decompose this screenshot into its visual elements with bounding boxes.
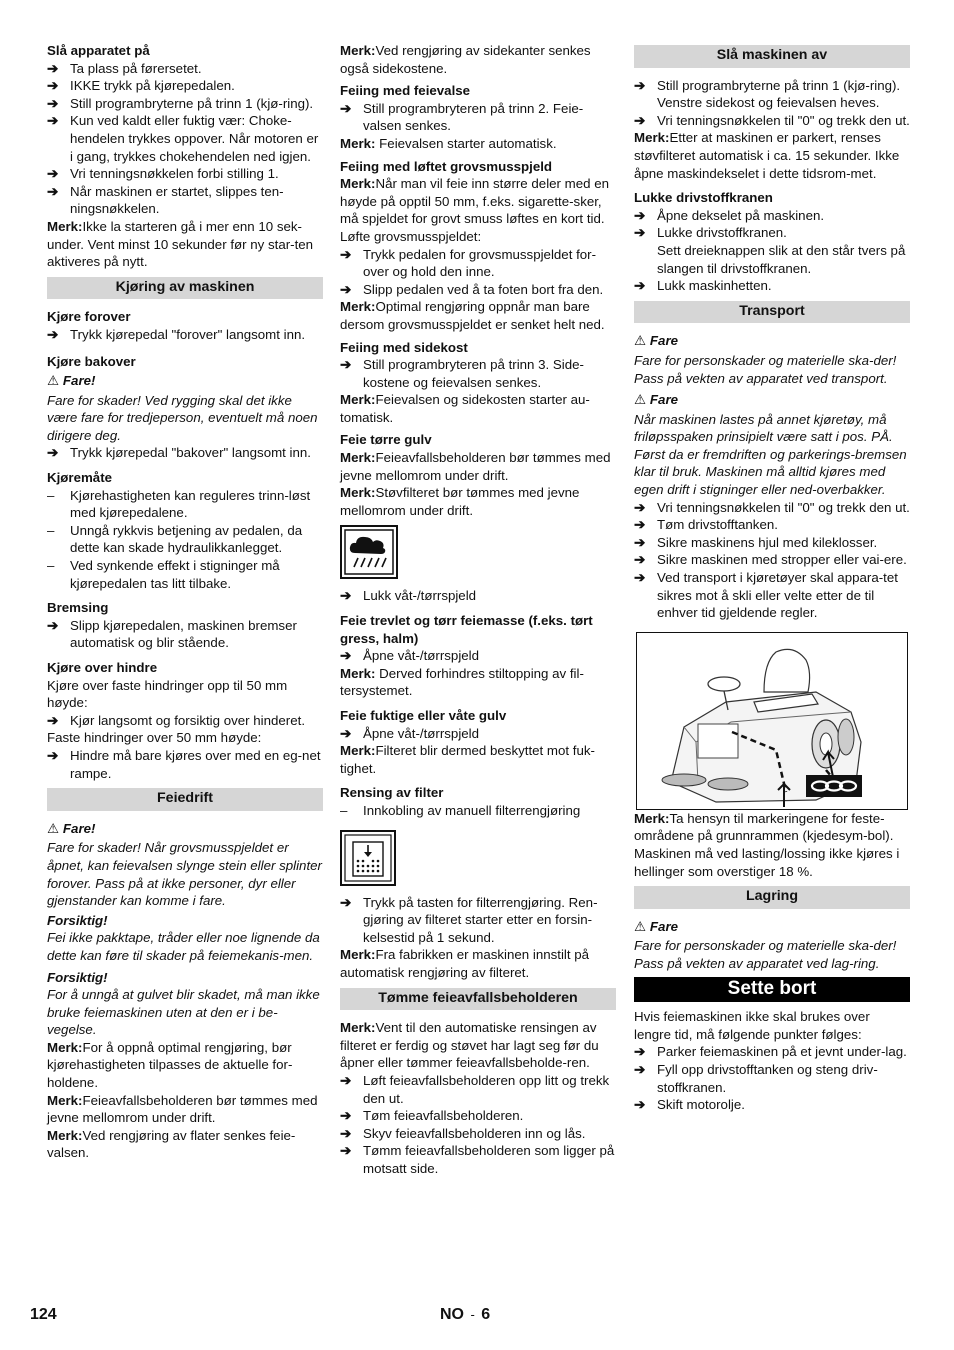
arrow-right-icon: ➔ (47, 166, 59, 182)
arrow-right-icon: ➔ (340, 100, 352, 116)
heading-reverse: Kjøre bakover (47, 353, 136, 369)
note: Merk:Når man vil feie inn større deler med en høyde på opptil 50 mm, f.eks. sigarette-sker, må spjeldet for grovt smuss løftes en kort tid. (340, 176, 610, 227)
step: ➔ Når maskinen er startet, slippes ten-ningsnøkkelen. (47, 183, 284, 217)
step: ➔ Kun ved kaldt eller fuktig vær: Choke-hendelen trykkes oppover. Når motoren er i gang, trykkes chokehendelen ned igjen. (47, 113, 319, 164)
arrow-right-icon: ➔ (47, 113, 59, 129)
arrow-right-icon: ➔ (340, 1143, 352, 1159)
section-header-driving: Kjøring av maskinen (47, 277, 323, 300)
step: ➔ Slipp kjørepedalen, maskinen bremser automatisk og blir stående. (47, 617, 297, 651)
caution-text: For å unngå at gulvet blir skadet, må man ikke bruke feiemaskinen uten at den er i be-vegelse. (47, 987, 320, 1038)
step: ➔ Still programbryterne på trinn 1 (kjø-ring). Venstre sidekost og feievalsen heves. (634, 77, 901, 111)
warning-icon: ⚠ (634, 392, 646, 408)
heading-switch-on: Slå apparatet på (47, 43, 150, 58)
arrow-right-icon: ➔ (634, 552, 646, 568)
arrow-right-icon: ➔ (340, 588, 352, 604)
wet-dry-flap-icon (340, 525, 398, 579)
warning-text: Fare for personskader og materielle ska-der! Pass på vekten av apparatet ved transport. (634, 352, 897, 386)
warning-text: Fare for personskader og materielle ska-der! Pass på vekten av apparatet ved lag-ring. (634, 938, 897, 971)
note: Merk:Ved rengjøring av sidekanter senkes også sidekostene. (340, 43, 591, 76)
warning-icon: ⚠ (634, 918, 646, 934)
arrow-right-icon: ➔ (634, 534, 646, 550)
warning: ⚠ Fare (634, 392, 679, 408)
step: ➔ Still programbryteren på trinn 2. Feie-valsen senkes. (340, 100, 584, 134)
step: ➔ Ta plass på førersetet. (47, 60, 202, 76)
step: ➔ Trykk kjørepedal "bakover" langsomt inn. (47, 445, 311, 461)
arrow-right-icon: ➔ (47, 747, 59, 763)
paragraph: Hvis feiemaskinen ikke skal brukes over lengre tid, må følgende punkter følges: (634, 1009, 870, 1042)
step: ➔ Åpne dekselet på maskinen. (634, 207, 825, 223)
note: Merk:Ved rengjøring av flater senkes feie-valsen. (47, 1127, 296, 1161)
caution-heading: Forsiktig! (47, 969, 108, 985)
warning-icon: ⚠ (634, 333, 646, 349)
step: ➔ Vri tenningsnøkkelen til "0" og trekk den ut. (634, 499, 910, 515)
section-header-transport: Transport (634, 301, 910, 324)
warning-text: Når maskinen lastes på annet kjøretøy, må friløpsspaken prinsipielt være satt i pos. PÅ. Først da er fremdriften og parkerings-bremsen klar til bruk. Maskinen må alltid kjøres med egen drift i stigninger eller ned-overbakker. (634, 411, 907, 498)
chapter-header-decommission: Sette bort (634, 977, 910, 1003)
dash-item: – Unngå rykkvis betjening av pedalen, da dette kan skade hydraulikkanlegget. (47, 522, 303, 556)
machine-illustration (636, 632, 908, 810)
note: Merk:Ikke la starteren gå i mer enn 10 sek-under. Vent minst 10 sekunder før ny star-ten aktiveres på nytt. (47, 218, 314, 270)
arrow-right-icon: ➔ (47, 712, 59, 728)
arrow-right-icon: ➔ (634, 570, 646, 586)
separator: - (470, 1307, 475, 1322)
step: ➔ Hindre må bare kjøres over med en eg-net rampe. (47, 747, 321, 781)
step: ➔ Sikre maskinens hjul med kileklosser. (634, 534, 878, 550)
heading-sweep-roller: Feiing med feievalse (340, 83, 471, 99)
dash-item: – Ved synkende effekt i stigninger må kjørepedalen tas litt tilbake. (47, 558, 280, 591)
step: ➔ Tøm feieavfallsbeholderen. (340, 1108, 524, 1124)
step: ➔ Fyll opp drivstofftanken og steng driv-stoffkranen. (634, 1061, 878, 1095)
dash-marker: – (47, 487, 55, 503)
caution-heading: Forsiktig! (47, 912, 108, 928)
arrow-right-icon: ➔ (634, 225, 646, 241)
note: Merk: Derved forhindres stiltopping av fil-tersystemet. (340, 665, 584, 699)
step: ➔ Parker feiemaskinen på et jevnt under-lag. (634, 1044, 907, 1060)
arrow-right-icon: ➔ (634, 112, 646, 128)
step: ➔ Skift motorolje. (634, 1097, 745, 1113)
note: Merk:Fra fabrikken er maskinen innstilt på automatisk rengjøring av filteret. (340, 947, 590, 980)
section-header-sweeping: Feiedrift (47, 788, 323, 811)
column-3 (634, 42, 910, 1114)
note: Merk:Støvfilteret bør tømmes med jevne mellomrom under drift. (340, 485, 580, 518)
arrow-right-icon: ➔ (634, 1097, 646, 1113)
warning-icon: ⚠ (47, 373, 59, 389)
arrow-right-icon: ➔ (47, 445, 59, 461)
note: Merk:Vent til den automatiske rensingen av filteret er ferdig og støvet har lagt seg før du åpner eller tømmer feieavfallsbeholde-ren. (340, 1020, 599, 1071)
step: ➔ Åpne våt-/tørrspjeld (340, 648, 480, 664)
step: ➔ Trykk kjørepedal "forover" langsomt inn. (47, 326, 306, 342)
step: ➔ Tøm drivstofftanken. (634, 517, 778, 533)
heading-driving-mode: Kjøremåte (47, 470, 113, 486)
note: Merk:Feievalsen og sidekosten starter au-tomatisk. (340, 392, 590, 425)
heading-obstacles: Kjøre over hindre (47, 660, 158, 675)
heading-fibrous: Feie trevlet og tørr feiemasse (f.eks. tørt gress, halm) (340, 613, 593, 646)
section-page-number: 6 (481, 1306, 491, 1323)
arrow-right-icon: ➔ (340, 1072, 352, 1088)
warning: ⚠ Fare (634, 333, 679, 349)
arrow-right-icon: ➔ (340, 1108, 352, 1124)
note: Merk:Optimal rengjøring oppnår man bare dersom grovsmusspjeldet er senket helt ned. (340, 299, 605, 332)
step: ➔ Still programbryterne på trinn 1 (kjø-ring). (47, 95, 314, 111)
step: ➔ Trykk på tasten for filterrengjøring. Ren-gjøring av filteret starter etter en forsin-kelsestid på 1 sekund. (340, 894, 598, 945)
heading-forward: Kjøre forover (47, 309, 131, 325)
arrow-right-icon: ➔ (340, 648, 352, 664)
section-header-empty-container: Tømme feieavfallsbeholderen (340, 988, 616, 1011)
arrow-right-icon: ➔ (340, 1125, 352, 1141)
step: ➔ Vri tenningsnøkkelen forbi stilling 1. (47, 166, 279, 182)
arrow-right-icon: ➔ (634, 1044, 646, 1060)
arrow-right-icon: ➔ (47, 617, 59, 633)
step: ➔ Trykk pedalen for grovsmusspjeldet for-over og hold den inne. (340, 246, 597, 280)
heading-fuel-tap: Lukke drivstoffkranen (634, 190, 773, 206)
dash-item: – Kjørehastigheten kan reguleres trinn-løst med kjørepedalene. (47, 487, 311, 521)
heading-filter-cleaning: Rensing av filter (340, 785, 444, 801)
arrow-right-icon: ➔ (340, 281, 352, 297)
note: Merk: Feievalsen starter automatisk. (340, 135, 557, 151)
note: Merk:Feieavfallsbeholderen bør tømmes med jevne mellomrom under drift. (340, 450, 611, 483)
paragraph: Løfte grovsmusspjeldet: (340, 228, 482, 244)
language-code: NO (440, 1306, 464, 1323)
warning-icon: ⚠ (47, 820, 59, 836)
language-page-label (440, 1306, 490, 1324)
arrow-right-icon: ➔ (47, 183, 59, 199)
step: ➔ Ved transport i kjøretøyer skal appara-tet sikres mot å skli eller velte etter de til enhver tid gjeldende regler. (634, 570, 898, 621)
step: ➔ Slipp pedalen ved å ta foten bort fra den. (340, 281, 604, 297)
heading-braking: Bremsing (47, 600, 109, 616)
step: ➔ Løft feieavfallsbeholderen opp litt og trekk den ut. (340, 1072, 610, 1106)
caution-text: Fei ikke pakktape, tråder eller noe lignende da dette kan føre til skader på feiemekanis-men. (47, 930, 320, 963)
step: ➔ Lukk maskinhetten. (634, 278, 772, 294)
step: ➔ Lukk våt-/tørrspjeld (340, 588, 477, 604)
paragraph: Kjøre over faste hindringer opp til 50 mm høyde: (47, 677, 288, 711)
heading-wet-floors: Feie fuktige eller våte gulv (340, 708, 507, 723)
note: Merk:Ta hensyn til markeringene for feste-områdene på grunnrammen (kjedesym-bol). Maskinen må ved lasting/lossing ikke kjøres i hellinger som overstiger 18 %. (634, 810, 900, 879)
dash-marker: – (47, 558, 55, 574)
dash-item: – Innkobling av manuell filterrengjøring (340, 802, 581, 818)
filter-cleaning-icon (340, 830, 396, 886)
step: ➔ Åpne våt-/tørrspjeld (340, 725, 480, 741)
arrow-right-icon: ➔ (47, 78, 59, 94)
note: Merk:Feieavfallsbeholderen bør tømmes med jevne mellomrom under drift. (47, 1092, 318, 1126)
warning: ⚠ Fare! (47, 820, 96, 836)
warning-text: Fare for skader! Når grovsmusspjeldet er åpnet, kan feievalsen slynge stein eller splinter forover. Pass på at ikke personer, dyr eller gjenstander kan komme i fare. (47, 840, 322, 909)
warning: ⚠ Fare! (47, 373, 96, 389)
section-header-storage: Lagring (634, 886, 910, 909)
arrow-right-icon: ➔ (340, 357, 352, 373)
arrow-right-icon: ➔ (634, 1061, 646, 1077)
step: ➔ Kjør langsomt og forsiktig over hinderet. (47, 712, 306, 728)
step: ➔ Vri tenningsnøkkelen til "0" og trekk den ut. (634, 112, 910, 128)
step: ➔ Skyv feieavfallsbeholderen inn og lås. (340, 1125, 586, 1141)
arrow-right-icon: ➔ (340, 246, 352, 262)
arrow-right-icon: ➔ (634, 207, 646, 223)
arrow-right-icon: ➔ (634, 499, 646, 515)
section-header-switch-off: Slå maskinen av (634, 45, 910, 68)
note: Merk:For å oppnå optimal rengjøring, bør kjørehastigheten tilpasses de aktuelle for-holdene. (47, 1039, 293, 1091)
step: ➔ Lukke drivstoffkranen. (634, 225, 787, 241)
arrow-right-icon: ➔ (634, 517, 646, 533)
arrow-right-icon: ➔ (340, 725, 352, 741)
paragraph: Faste hindringer over 50 mm høyde: (47, 730, 262, 746)
note: Merk:Etter at maskinen er parkert, renses støvfilteret automatisk i ca. 15 sekunder. Ikke åpne maskindekselet i dette tidsrom-met. (634, 130, 900, 181)
warning-text: Fare for skader! Ved rygging skal det ikke være fare for tredjeperson, eventuelt må noen dirigere deg. (47, 392, 318, 443)
heading-side-brush: Feiing med sidekost (340, 339, 468, 355)
step: ➔ Still programbryteren på trinn 3. Side-kostene og feievalsen senkes. (340, 357, 584, 390)
column-1 (47, 42, 323, 1162)
arrow-right-icon: ➔ (47, 326, 59, 342)
arrow-right-icon: ➔ (340, 894, 352, 910)
step: ➔ Sikre maskinen med stropper eller vai-ere. (634, 552, 907, 568)
heading-dry-floors: Feie tørre gulv (340, 432, 432, 448)
arrow-right-icon: ➔ (634, 77, 646, 93)
page-number: 124 (30, 1306, 57, 1323)
warning: ⚠ Fare (634, 918, 679, 934)
column-2 (340, 42, 616, 1177)
dash-marker: – (340, 802, 348, 818)
arrow-right-icon: ➔ (634, 278, 646, 294)
arrow-right-icon: ➔ (47, 60, 59, 76)
step: ➔ Tømm feieavfallsbeholderen som ligger på motsatt side. (340, 1143, 615, 1176)
step: ➔ IKKE trykk på kjørepedalen. (47, 78, 235, 94)
note: Merk:Filteret blir dermed beskyttet mot fuk-tighet. (340, 743, 595, 776)
arrow-right-icon: ➔ (47, 95, 59, 111)
heading-lifted-flap: Feiing med løftet grovsmusspjeld (340, 158, 553, 174)
dash-marker: – (47, 522, 55, 538)
paragraph: Sett dreieknappen slik at den står tvers på slangen til drivstoffkranen. (657, 242, 906, 276)
